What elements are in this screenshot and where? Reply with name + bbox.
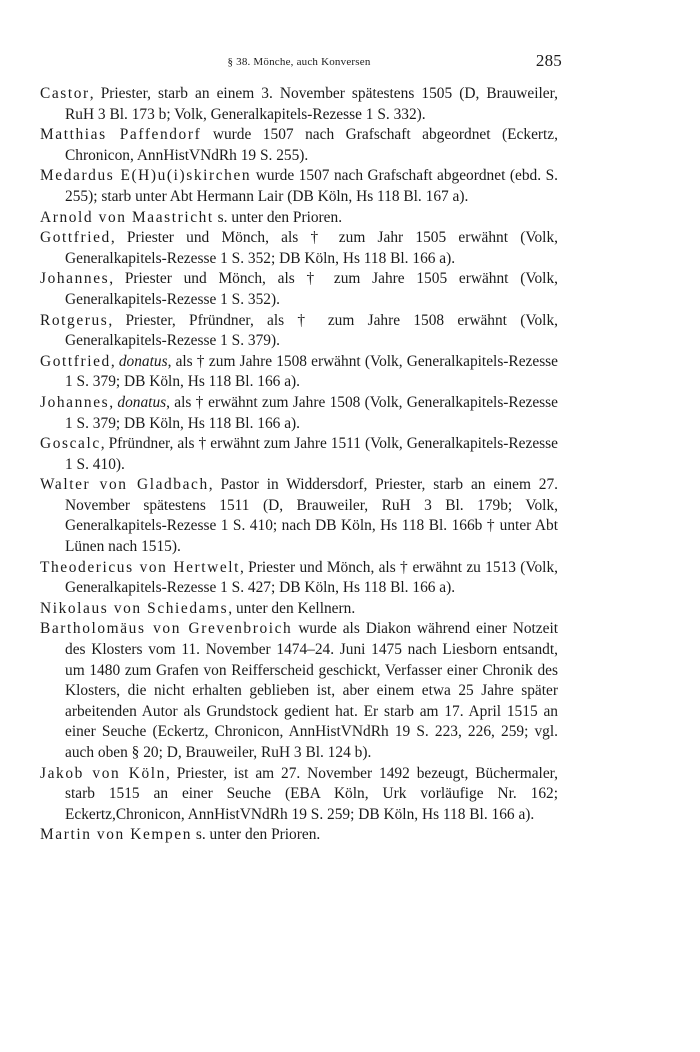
page-header xyxy=(40,51,562,74)
list-item xyxy=(40,125,558,166)
list-item xyxy=(40,166,558,207)
entry-text: , Priester, starb an einem 3. November spätestens 1505 (D, Brauweiler, RuH 3 Bl. 173 b; Volk, Generalkapitels-Rezesse 1 S. 332). xyxy=(65,85,558,123)
entry-text: wurde 1507 nach Grafschaft abgeordnet (Eckertz, Chronicon, AnnHistVNdRh 19 S. 255). xyxy=(65,126,558,164)
entry-pre: , xyxy=(110,352,119,370)
list-item xyxy=(40,393,558,434)
entry-text: , unter den Kellnern. xyxy=(228,599,356,617)
entry-name: Goscalc xyxy=(40,435,101,453)
list-item xyxy=(40,352,558,393)
entry-name: Matthias Paffendorf xyxy=(40,126,202,144)
entry-text: , als † zum Jahre 1508 erwähnt (Volk, Generalkapitels-Rezesse 1 S. 379; DB Köln, Hs 118 Bl. 166 a). xyxy=(65,352,559,391)
entry-name: Bartholomäus von Grevenbroich xyxy=(40,620,293,638)
entry-name: Walter von Gladbach xyxy=(40,476,209,494)
entry-italic: donatus xyxy=(117,393,167,411)
entry-name: Castor xyxy=(40,85,90,102)
entry-text: wurde 1507 nach Grafschaft abgeordnet (ebd. S. 255); starb unter Abt Hermann Lair (DB Köln, Hs 118 Bl. 167 a). xyxy=(65,167,558,205)
list-item xyxy=(40,599,558,620)
entry-italic: donatus xyxy=(118,352,168,370)
entry-text: wurde als Diakon während einer Notzeit des Klosters vom 11. November 1474–24. Juni 1475 nach Liesborn entsandt, um 1480 zum Grafen von Reifferscheid geschickt, Verfasser einer Chronik des Klosters, die nicht erhalten geblieben ist, aber einem etwa 25 Jahre später arbeitenden Autor als Grundstock gedient hat. Er starb am 17. April 1515 an einer Seuche (Eckertz, Chronicon, AnnHistVNdRh 19 S. 223, 226, 259; vgl. auch oben § 20; D, Brauweiler, RuH 3 Bl. 124 b). xyxy=(65,620,559,761)
entry-text: , Priester und Mönch, als † zum Jahre 1505 erwähnt (Volk, Generalkapitels-Rezesse 1 S. 352). xyxy=(65,270,558,308)
entry-text: s. unter den Prioren. xyxy=(192,826,321,844)
entry-name: Johannes xyxy=(40,270,110,288)
entry-name: Gottfried xyxy=(40,352,111,370)
entry-text: , Priester, ist am 27. November 1492 bezeugt, Büchermaler, starb 1515 an einer Seuche (EBA Köln, Urk vorläufige Nr. 162; Eckertz,Chronicon, AnnHistVNdRh 19 S. 259; DB Köln, Hs 118 Bl. 166 a). xyxy=(65,764,559,823)
entry-pre: , xyxy=(109,393,118,411)
entry-name: Nikolaus von Schiedams xyxy=(40,599,229,617)
list-item xyxy=(40,228,558,269)
entry-text: , Priester und Mönch, als † erwähnt zu 1513 (Volk, Generalkapitels-Rezesse 1 S. 427; DB Köln, Hs 118 Bl. 166 a). xyxy=(65,558,558,597)
list-item xyxy=(40,269,558,310)
entry-text: s. unter den Prioren. xyxy=(213,208,343,226)
entry-text: , Priester, Pfründner, als † zum Jahre 1508 erwähnt (Volk, Generalkapitels-Rezesse 1 S. 379). xyxy=(65,311,558,350)
list-item xyxy=(40,558,558,599)
page-number: 285 xyxy=(535,51,562,70)
entry-name: Martin von Kempen xyxy=(40,826,193,844)
document-page xyxy=(40,51,562,846)
entry-name: Jakob von Köln xyxy=(40,764,166,782)
entry-name: Theodericus von Hertwelt xyxy=(40,558,240,576)
list-item xyxy=(40,619,558,763)
entry-text: , Priester und Mönch, als † zum Jahr 1505 erwähnt (Volk, Generalkapitels-Rezesse 1 S. 352; DB Köln, Hs 118 Bl. 166 a). xyxy=(65,229,558,267)
entry-text: , Pfründner, als † erwähnt zum Jahre 1511 (Volk, Generalkapitels-Rezesse 1 S. 410). xyxy=(65,435,558,473)
entry-name: Gottfried xyxy=(40,229,111,247)
list-item xyxy=(40,208,558,229)
entry-name: Rotgerus xyxy=(40,311,109,329)
list-item xyxy=(40,84,558,125)
list-item xyxy=(40,434,558,475)
entry-text: , Pastor in Widdersdorf, Priester, starb an einem 27. November spätestens 1511 (D, Brauweiler, RuH 3 Bl. 179b; Volk, Generalkapitels-Rezesse 1 S. 410; nach DB Köln, Hs 118 Bl. 166b † unter Abt Lünen nach 1515). xyxy=(65,476,558,556)
entry-text: , als † erwähnt zum Jahre 1508 (Volk, Generalkapitels-Rezesse 1 S. 379; DB Köln, Hs 118 Bl. 166 a). xyxy=(65,393,558,432)
entry-name: Johannes xyxy=(40,393,110,411)
list-item xyxy=(40,764,558,826)
entry-name: Medardus E(H)u(i)skirchen xyxy=(40,167,252,185)
entry-name: Arnold von Maastricht xyxy=(40,208,214,226)
running-title: § 38. Mönche, auch Konversen xyxy=(227,56,371,68)
list-item xyxy=(40,475,558,557)
entry-list xyxy=(40,84,558,846)
list-item xyxy=(40,311,558,352)
list-item xyxy=(40,825,558,846)
